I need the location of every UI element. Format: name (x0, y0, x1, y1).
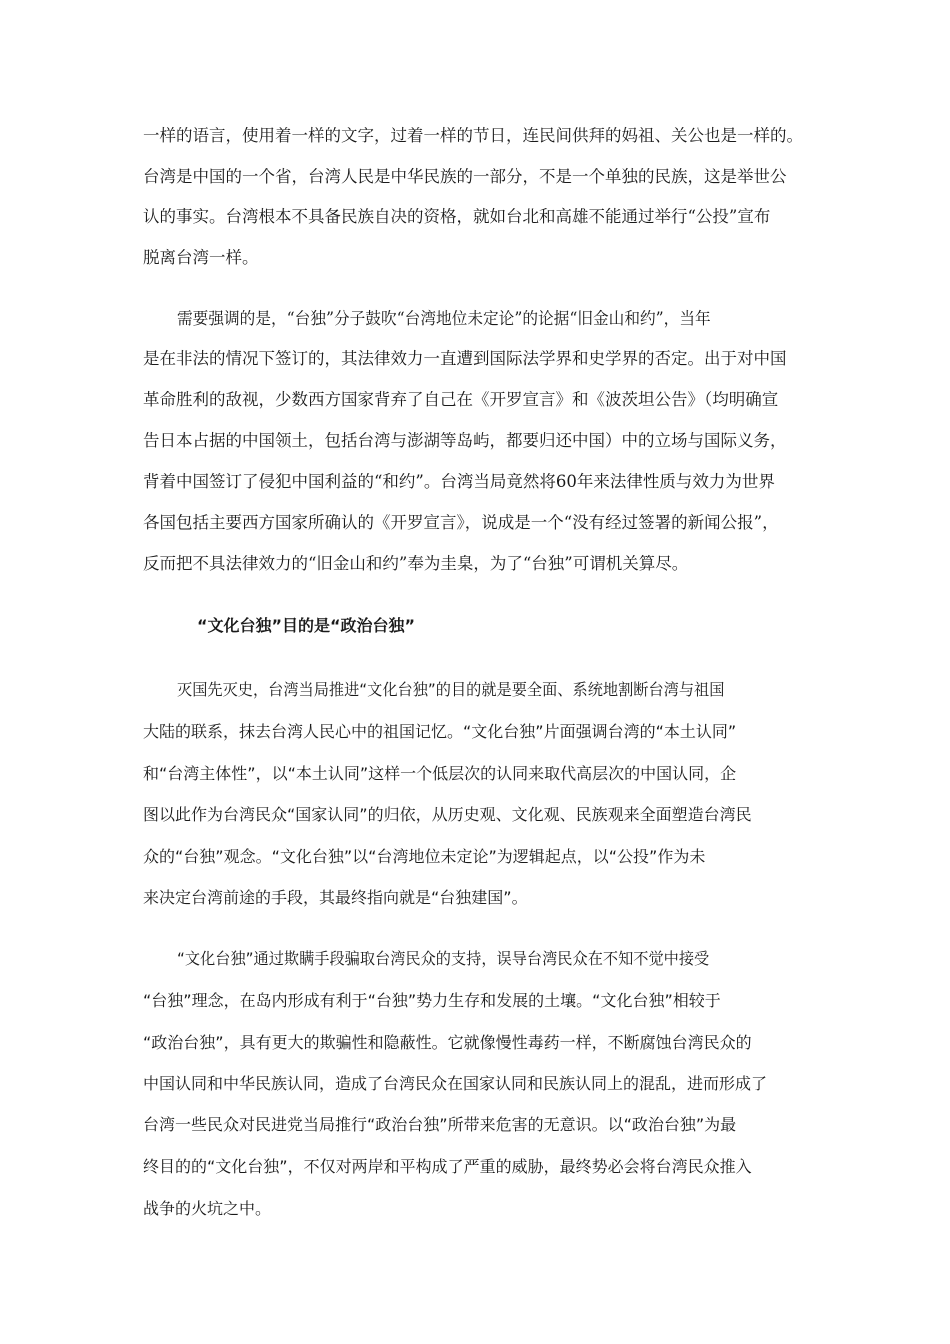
paragraph-1-line: 脱离台湾一样。 (143, 248, 259, 267)
section-heading: “文化台独”目的是“政治台独” (197, 616, 416, 635)
paragraph-1-line: 认的事实。台湾根本不具备民族自决的资格，就如台北和高雄不能通过举行“公投”宣布 (143, 207, 771, 226)
paragraph-4-line: “政治台独”，具有更大的欺骗性和隐蔽性。它就像慢性毒药一样，不断腐蚀台湾民众的 (143, 1033, 752, 1052)
paragraph-3-line: 灭国先灭史，台湾当局推进“文化台独”的目的就是要全面、系统地割断台湾与祖国 (177, 680, 725, 699)
paragraph-3-line: 众的“台独”观念。“文化台独”以“台湾地位未定论”为逻辑起点，以“公投”作为未 (143, 847, 706, 866)
paragraph-4-line: “台独”理念，在岛内形成有利于“台独”势力生存和发展的土壤。“文化台独”相较于 (143, 991, 721, 1010)
paragraph-4-line: 台湾一些民众对民进党当局推行“政治台独”所带来危害的无意识。以“政治台独”为最 (143, 1115, 737, 1134)
paragraph-2-line: 各国包括主要西方国家所确认的《开罗宣言》，说成是一个“没有经过签署的新闻公报”， (143, 513, 779, 532)
paragraph-2-line: 需要强调的是，“台独”分子鼓吹“台湾地位未定论”的论据“旧金山和约”，当年 (177, 309, 711, 328)
paragraph-2-line: 革命胜利的敌视，少数西方国家背弃了自己在《开罗宣言》和《波茨坦公告》（均明确宣 (143, 390, 779, 409)
paragraph-4-line: “文化台独”通过欺瞒手段骗取台湾民众的支持，误导台湾民众在不知不觉中接受 (177, 949, 710, 968)
paragraph-2-line: 告日本占据的中国领土，包括台湾与澎湖等岛屿，都要归还中国）中的立场与国际义务， (143, 431, 787, 450)
paragraph-4-line: 终目的的“文化台独”，不仅对两岸和平构成了严重的威胁，最终势必会将台湾民众推入 (143, 1157, 752, 1176)
paragraph-3-line: 图以此作为台湾民众“国家认同”的归依，从历史观、文化观、民族观来全面塑造台湾民 (143, 805, 752, 824)
paragraph-3-line: 来决定台湾前途的手段，其最终指向就是“台独建国”。 (143, 888, 528, 907)
paragraph-2-line: 背着中国签订了侵犯中国利益的“和约”。台湾当局竟然将60年来法律性质与效力为世界 (143, 472, 775, 491)
paragraph-4-line: 中国认同和中华民族认同，造成了台湾民众在国家认同和民族认同上的混乱，进而形成了 (143, 1074, 768, 1093)
paragraph-3-line: 大陆的联系，抹去台湾人民心中的祖国记忆。“文化台独”片面强调台湾的“本土认同” (143, 722, 737, 741)
paragraph-4-line: 战争的火坑之中。 (143, 1199, 272, 1218)
paragraph-3-line: 和“台湾主体性”，以“本土认同”这样一个低层次的认同来取代高层次的中国认同，企 (143, 764, 737, 783)
paragraph-1-line: 台湾是中国的一个省，台湾人民是中华民族的一部分，不是一个单独的民族，这是举世公 (143, 167, 787, 186)
paragraph-2-line: 反而把不具法律效力的“旧金山和约”奉为圭臬，为了“台独”可谓机关算尽。 (143, 554, 689, 573)
paragraph-2-line: 是在非法的情况下签订的，其法律效力一直遭到国际法学界和史学界的否定。出于对中国 (143, 349, 787, 368)
paragraph-1-line: 一样的语言，使用着一样的文字，过着一样的节日，连民间供拜的妈祖、关公也是一样的。 (143, 126, 803, 145)
